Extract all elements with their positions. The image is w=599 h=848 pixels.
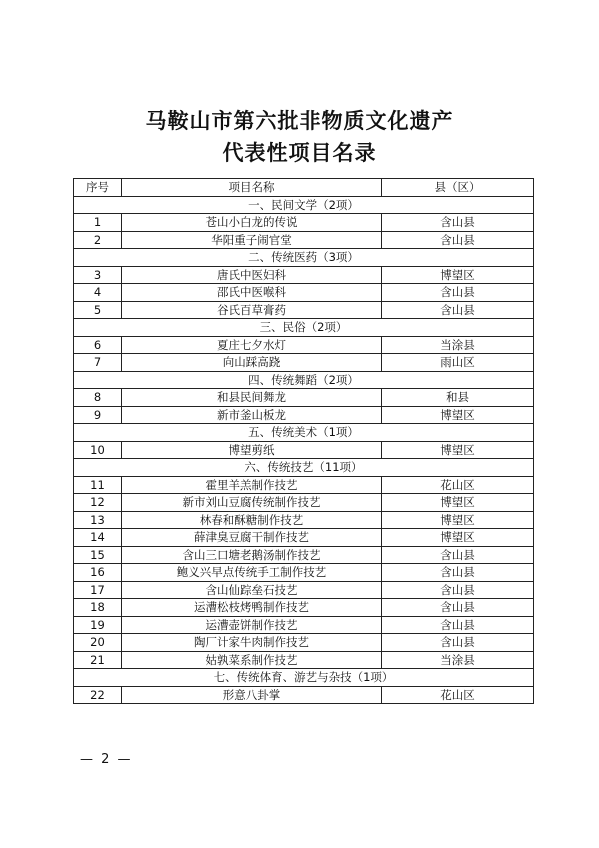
row-number: 6 (74, 336, 122, 354)
table-row (74, 546, 534, 564)
category-row (74, 249, 534, 267)
table-row (74, 336, 534, 354)
table-body (74, 196, 534, 704)
project-name: 含山三口塘老鹅汤制作技艺 (122, 546, 382, 564)
row-number: 17 (74, 581, 122, 599)
document-title-line1: 马鞍山市第六批非物质文化遗产 (145, 108, 454, 133)
category-heading: 一、民间文学（2项） (74, 196, 534, 214)
table-row (74, 564, 534, 582)
project-name: 林春和酥糖制作技艺 (122, 511, 382, 529)
project-name: 苍山小白龙的传说 (122, 214, 382, 232)
row-number: 14 (74, 529, 122, 547)
category-row (74, 669, 534, 687)
project-name: 霍里羊羔制作技艺 (122, 476, 382, 494)
district-name: 含山县 (382, 599, 534, 617)
table-row (74, 284, 534, 302)
table-row (74, 476, 534, 494)
row-number: 21 (74, 651, 122, 669)
table-row (74, 406, 534, 424)
district-name: 和县 (382, 389, 534, 407)
row-number: 18 (74, 599, 122, 617)
table-row (74, 599, 534, 617)
row-number: 10 (74, 441, 122, 459)
table-row (74, 511, 534, 529)
project-name: 唐氏中医妇科 (122, 266, 382, 284)
row-number: 9 (74, 406, 122, 424)
district-name: 博望区 (382, 529, 534, 547)
project-name: 博望剪纸 (122, 441, 382, 459)
category-heading: 三、民俗（2项） (74, 319, 534, 337)
table-row (74, 634, 534, 652)
project-name: 运漕壶饼制作技艺 (122, 616, 382, 634)
district-name: 博望区 (382, 266, 534, 284)
row-number: 5 (74, 301, 122, 319)
district-name: 含山县 (382, 564, 534, 582)
project-name: 新市釜山板龙 (122, 406, 382, 424)
table-row (74, 616, 534, 634)
category-heading: 五、传统美术（1项） (74, 424, 534, 442)
table-row (74, 494, 534, 512)
district-name: 含山县 (382, 634, 534, 652)
row-number: 19 (74, 616, 122, 634)
table-row (74, 266, 534, 284)
row-number: 7 (74, 354, 122, 372)
district-name: 含山县 (382, 284, 534, 302)
table-row (74, 389, 534, 407)
project-name: 薛津臭豆腐干制作技艺 (122, 529, 382, 547)
row-number: 4 (74, 284, 122, 302)
table-row (74, 214, 534, 232)
header-number: 序号 (74, 179, 122, 197)
category-heading: 六、传统技艺（11项） (74, 459, 534, 477)
district-name: 雨山区 (382, 354, 534, 372)
project-name: 形意八卦掌 (122, 686, 382, 704)
district-name: 含山县 (382, 231, 534, 249)
project-name: 谷氏百草膏药 (122, 301, 382, 319)
row-number: 1 (74, 214, 122, 232)
district-name: 含山县 (382, 581, 534, 599)
project-name: 鲍义兴早点传统手工制作技艺 (122, 564, 382, 582)
table-header-row (74, 179, 534, 197)
project-name: 向山踩高跷 (122, 354, 382, 372)
district-name: 当涂县 (382, 336, 534, 354)
project-name: 运漕松枝烤鸭制作技艺 (122, 599, 382, 617)
district-name: 含山县 (382, 214, 534, 232)
district-name: 博望区 (382, 494, 534, 512)
project-name: 夏庄七夕水灯 (122, 336, 382, 354)
row-number: 20 (74, 634, 122, 652)
row-number: 15 (74, 546, 122, 564)
header-project-name: 项目名称 (122, 179, 382, 197)
project-name: 姑孰菜系制作技艺 (122, 651, 382, 669)
project-name: 新市刘山豆腐传统制作技艺 (122, 494, 382, 512)
district-name: 含山县 (382, 546, 534, 564)
row-number: 16 (74, 564, 122, 582)
document-title-line2: 代表性项目名录 (222, 140, 377, 165)
project-name: 和县民间舞龙 (122, 389, 382, 407)
project-name: 含山仙踪垒石技艺 (122, 581, 382, 599)
district-name: 博望区 (382, 511, 534, 529)
table-row (74, 529, 534, 547)
table-row (74, 651, 534, 669)
row-number: 3 (74, 266, 122, 284)
project-name: 邵氏中医喉科 (122, 284, 382, 302)
category-row (74, 424, 534, 442)
header-district: 县（区） (382, 179, 534, 197)
category-heading: 二、传统医药（3项） (74, 249, 534, 267)
project-name: 陶厂计家牛肉制作技艺 (122, 634, 382, 652)
table-row (74, 581, 534, 599)
category-heading: 四、传统舞蹈（2项） (74, 371, 534, 389)
row-number: 2 (74, 231, 122, 249)
district-name: 博望区 (382, 441, 534, 459)
table-row (74, 231, 534, 249)
page-number: — 2 — (80, 752, 133, 767)
table-row (74, 441, 534, 459)
district-name: 博望区 (382, 406, 534, 424)
category-row (74, 196, 534, 214)
category-row (74, 319, 534, 337)
district-name: 花山区 (382, 686, 534, 704)
category-row (74, 459, 534, 477)
district-name: 当涂县 (382, 651, 534, 669)
table-row (74, 686, 534, 704)
row-number: 11 (74, 476, 122, 494)
category-row (74, 371, 534, 389)
district-name: 含山县 (382, 301, 534, 319)
row-number: 22 (74, 686, 122, 704)
district-name: 花山区 (382, 476, 534, 494)
row-number: 8 (74, 389, 122, 407)
category-heading: 七、传统体育、游艺与杂技（1项） (74, 669, 534, 687)
district-name: 含山县 (382, 616, 534, 634)
table-row (74, 354, 534, 372)
row-number: 12 (74, 494, 122, 512)
heritage-project-table (73, 178, 534, 704)
project-name: 华阳重子闹官堂 (122, 231, 382, 249)
row-number: 13 (74, 511, 122, 529)
table-row (74, 301, 534, 319)
